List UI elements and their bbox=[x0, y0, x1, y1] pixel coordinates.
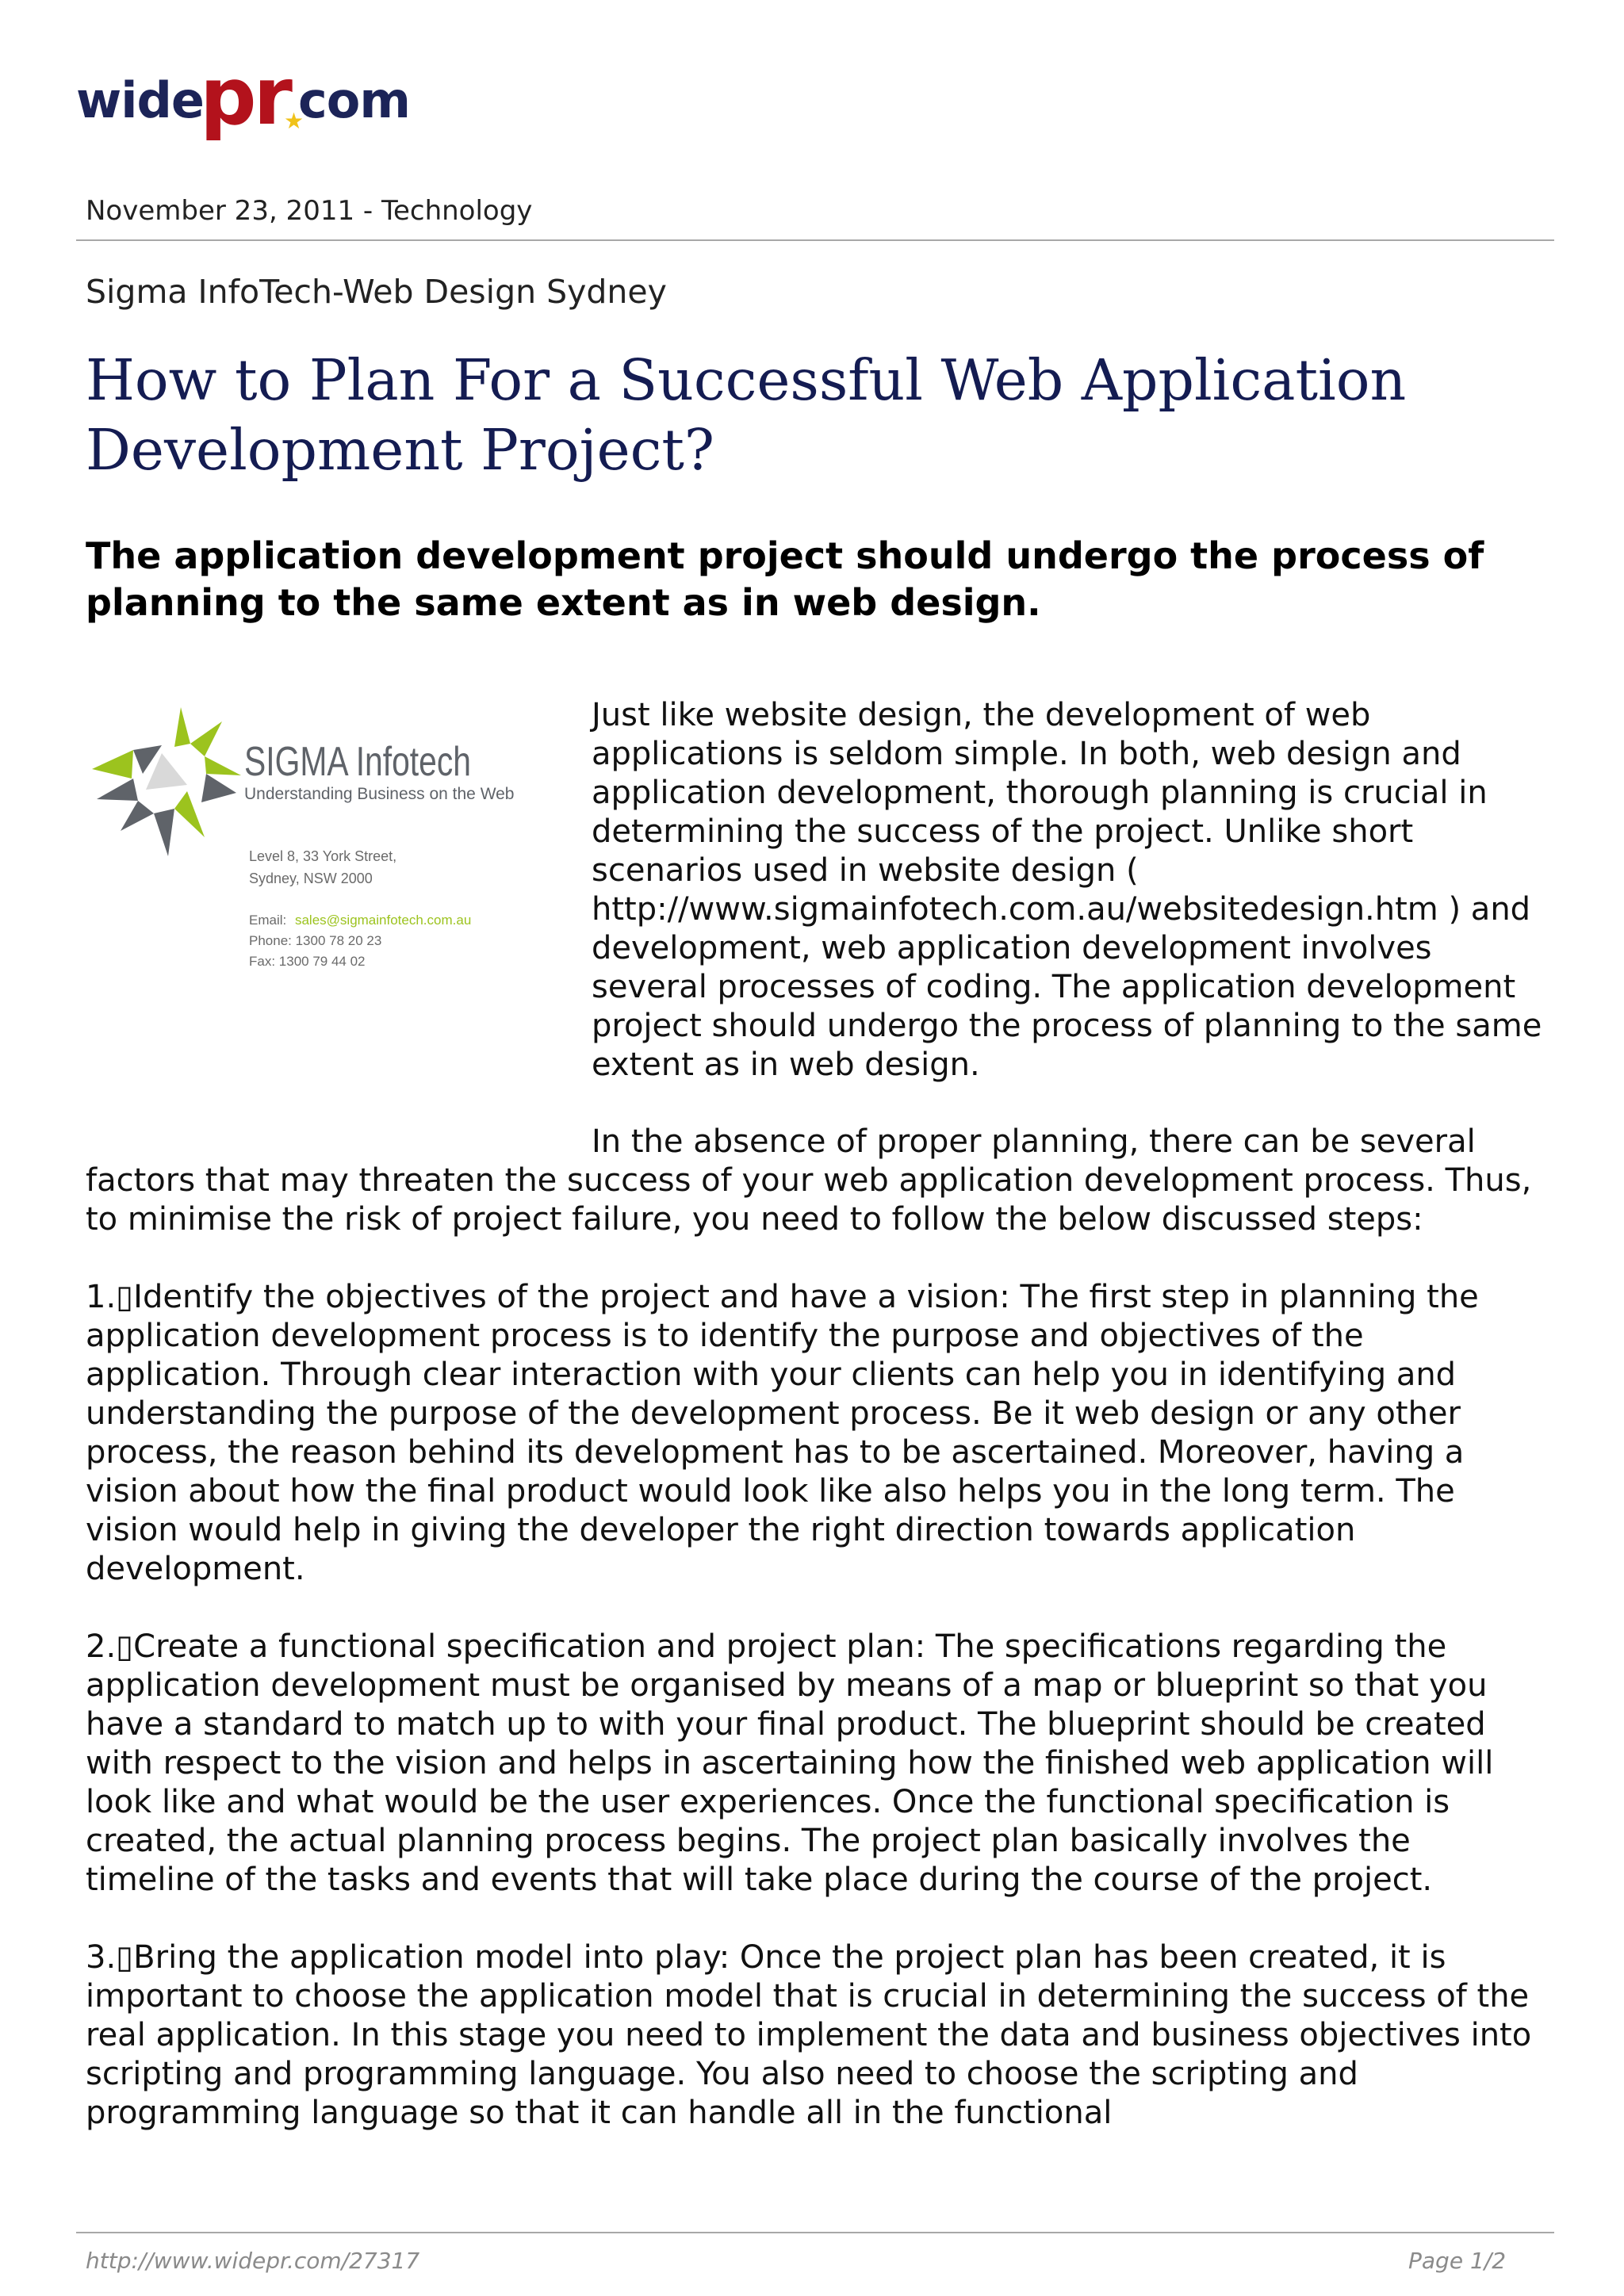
footer-url[interactable]: http://www.widepr.com/27317 bbox=[86, 2248, 420, 2274]
card-email: sales@sigmainfotech.com.au bbox=[294, 913, 472, 928]
body-paragraph: In the absence of proper planning, there can be several factors that may threaten the success of your web application development process. Thus, to minimise the risk of project failure, you need to follow the below discussed steps: bbox=[86, 1123, 1532, 1238]
article-title: How to Plan For a Successful Web Application Development Project? bbox=[86, 347, 1407, 483]
card-phone: Phone: 1300 78 20 23 bbox=[249, 933, 382, 948]
widepr-logo[interactable] bbox=[76, 50, 433, 160]
article-subtitle: The application development project should undergo the process of planning to the same extent as in web design. bbox=[86, 534, 1484, 624]
card-email-label: Email: bbox=[249, 913, 287, 928]
card-address-line1: Level 8, 33 York Street, bbox=[249, 848, 397, 864]
card-address-line2: Sydney, NSW 2000 bbox=[249, 871, 373, 886]
svg-text:Email: sales@sigmainfotech bbox=[249, 913, 471, 928]
header-divider bbox=[76, 239, 1554, 241]
logo-wide: wide bbox=[76, 71, 204, 129]
company-card-image bbox=[86, 698, 546, 983]
body-paragraph: 1.▯Identify the objectives of the project and have a vision: The first step in planning the application development process is to identify the purpose and objectives of the application. Through clear interaction with your clients can help you in identifying and understanding the purpose of the development process. Be it web design or any other process, the reason behind its development has to be ascertained. Moreover, having a vision about how the final product would look like also helps you in the long term. The vision would help in giving the developer the right direction towards application development. bbox=[86, 1279, 1479, 1587]
intro-paragraph: Just like website design, the development of web applications is seldom simple. In both, web design and application development, thorough planning is crucial in determining the success of the project. Unlike short scenarios used in website design ( http://www.sigmainfotech.com.au/websitedesign.htm ) and development, web application development involves several processes of coding. The application development project should undergo the process of planning to the same extent as in web design. bbox=[592, 697, 1542, 1083]
article-body bbox=[86, 1123, 1545, 2172]
body-paragraph: 3.▯Bring the application model into play: Once the project plan has been created, it is important to choose the application model that is crucial in determining the success of the real application. In this stage you need to implement the data and business objectives into scripting and programming language. You also need to choose the scripting and programming language so that it can handle all in the functional bbox=[86, 1939, 1532, 2131]
sigma-logo-icon bbox=[92, 707, 241, 856]
star-icon: ★ bbox=[284, 108, 304, 134]
logo-pr: pr bbox=[200, 50, 289, 143]
body-paragraph: 2.▯Create a functional specification and project plan: The specifications regarding the application development must be organised by means of a map or blueprint so that you have a standard to match up to with your final product. The blueprint should be created with respect to the vision and helps in ascertaining how the finished web application will look like and what would be the user experiences. Once the functional specification is created, the actual planning process begins. The project plan basically involves the timeline of the tasks and events that will take place during the course of the project. bbox=[86, 1628, 1494, 1898]
footer-page-number: Page 1/2 bbox=[1408, 2248, 1507, 2274]
card-fax: Fax: 1300 79 44 02 bbox=[249, 954, 366, 969]
article-source: Sigma InfoTech-Web Design Sydney bbox=[86, 273, 667, 311]
logo-com: com bbox=[298, 71, 410, 129]
footer-divider bbox=[76, 2232, 1554, 2233]
dateline: November 23, 2011 - Technology bbox=[86, 195, 533, 227]
card-company-name: SIGMA Infotech bbox=[244, 739, 471, 785]
card-tagline: Understanding Business on the Web bbox=[244, 785, 515, 803]
